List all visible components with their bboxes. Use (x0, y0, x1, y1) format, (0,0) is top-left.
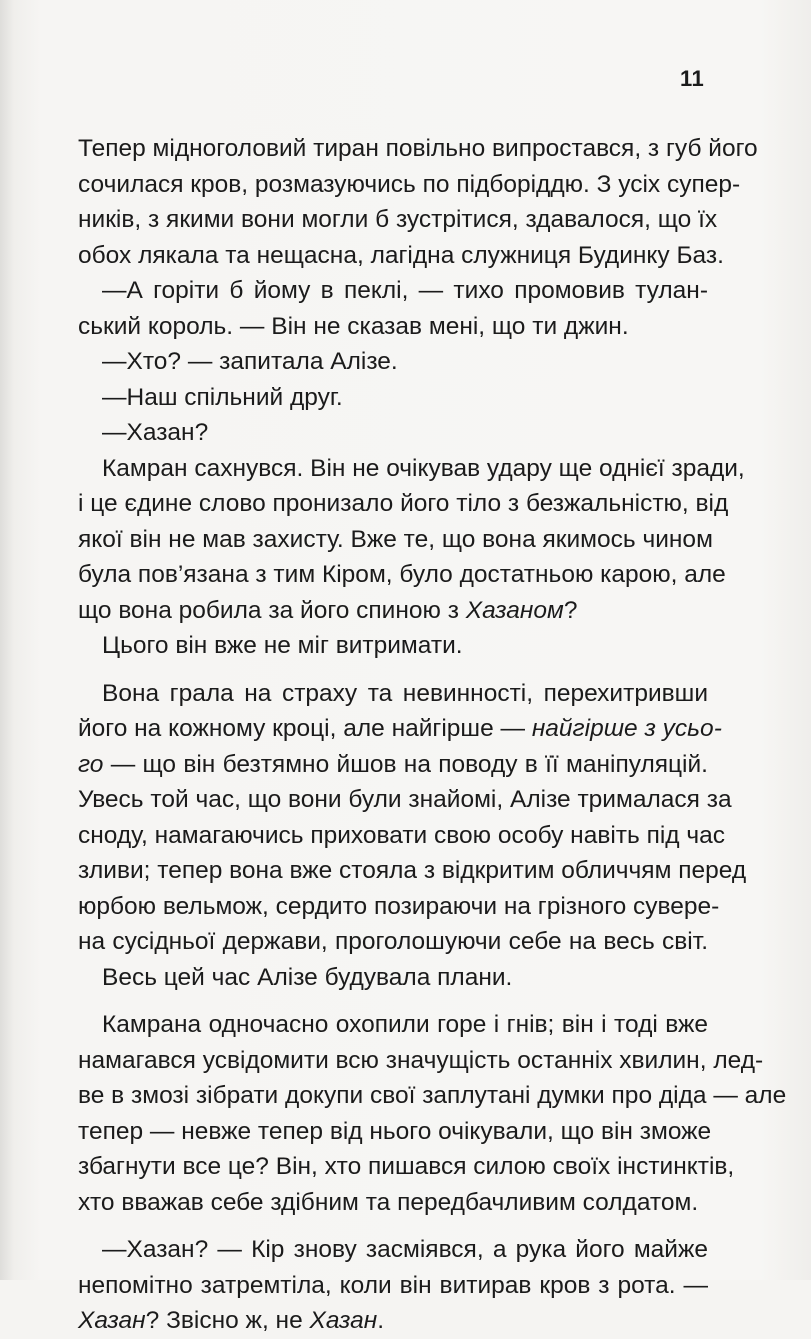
text-line: ве в змозі зібрати докупи свої заплутані думки про діда — але (78, 1082, 787, 1109)
body-text (78, 131, 787, 1339)
text-line: хто вважав себе здібним та передбачливим солдатом. (78, 1188, 699, 1216)
text-line: сочилася кров, розмазуючись по підборіддю. З усіх супер- (78, 170, 741, 198)
text-line: намагався усвідомити всю значущість останніх хвилин, лед- (78, 1046, 764, 1074)
text-line: обох лякала та нещасна, лагідна служниця Будинку Баз. (78, 241, 724, 269)
text-line: юрбою вельмож, сердито позираючи на грізного сувере- (78, 892, 720, 920)
text-line: Хазан? Звісно ж, не Хазан. (78, 1307, 384, 1334)
text-line: Вона грала на страху та невинності, перехитривши (102, 679, 708, 707)
text-line: —Хазан? — Кір знову засміявся, а рука його майже (102, 1236, 708, 1263)
text-line: го — що він безтямно йшов на поводу в її маніпуляцій. (78, 750, 708, 778)
text-line: ників, з якими вони могли б зустрітися, здавалося, що їх (78, 206, 718, 233)
page-fold-shadow (0, 0, 14, 1280)
text-line: сноду, намагаючись приховати свою особу навіть під час (78, 821, 726, 849)
text-line: Тепер мідноголовий тиран повільно випростався, з губ його (78, 135, 758, 162)
text-line: —А горіти б йому в пеклі, — тихо промовив тулан- (102, 277, 708, 304)
text-line: Камран сахнувся. Він не очікував удару ще однієї зради, (102, 454, 745, 482)
text-line: —Наш спільний друг. (102, 383, 343, 411)
text-line: Весь цей час Алізе будувала плани. (102, 963, 513, 991)
page-number: 11 (680, 66, 705, 91)
text-line: —Хто? — запитала Алізе. (102, 348, 398, 375)
text-line: непомітно затремтіла, коли він витирав кров з рота. — (78, 1271, 708, 1299)
text-line: збагнути все це? Він, хто пишався силою своїх інстинктів, (78, 1153, 735, 1180)
text-line: Увесь той час, що вони були знайомі, Алізе трималася за (78, 786, 732, 813)
text-line: —Хазан? (102, 419, 209, 446)
text-line: Камрана одночасно охопили горе і гнів; він і тоді вже (102, 1011, 708, 1038)
text-line: на сусідньої держави, проголошуючи себе на весь світ. (78, 928, 708, 955)
text-line: зливи; тепер вона вже стояла з відкритим обличчям перед (78, 857, 747, 884)
text-line: його на кожному кроці, але найгірше — найгірше з усьо- (78, 715, 722, 742)
text-line: ський король. — Він не сказав мені, що ти джин. (78, 312, 629, 340)
text-line: була пов’язана з тим Кіром, було достатньою карою, але (78, 561, 726, 588)
text-line: що вона робила за його спиною з Хазаном? (78, 596, 578, 624)
text-line: якої він не мав захисту. Вже те, що вона якимось чином (78, 525, 713, 553)
text-line: Цього він вже не міг витримати. (102, 632, 463, 659)
text-line: тепер — невже тепер від нього очікували, що він зможе (78, 1117, 712, 1145)
text-line: і це єдине слово пронизало його тіло з безжальністю, від (78, 490, 729, 517)
